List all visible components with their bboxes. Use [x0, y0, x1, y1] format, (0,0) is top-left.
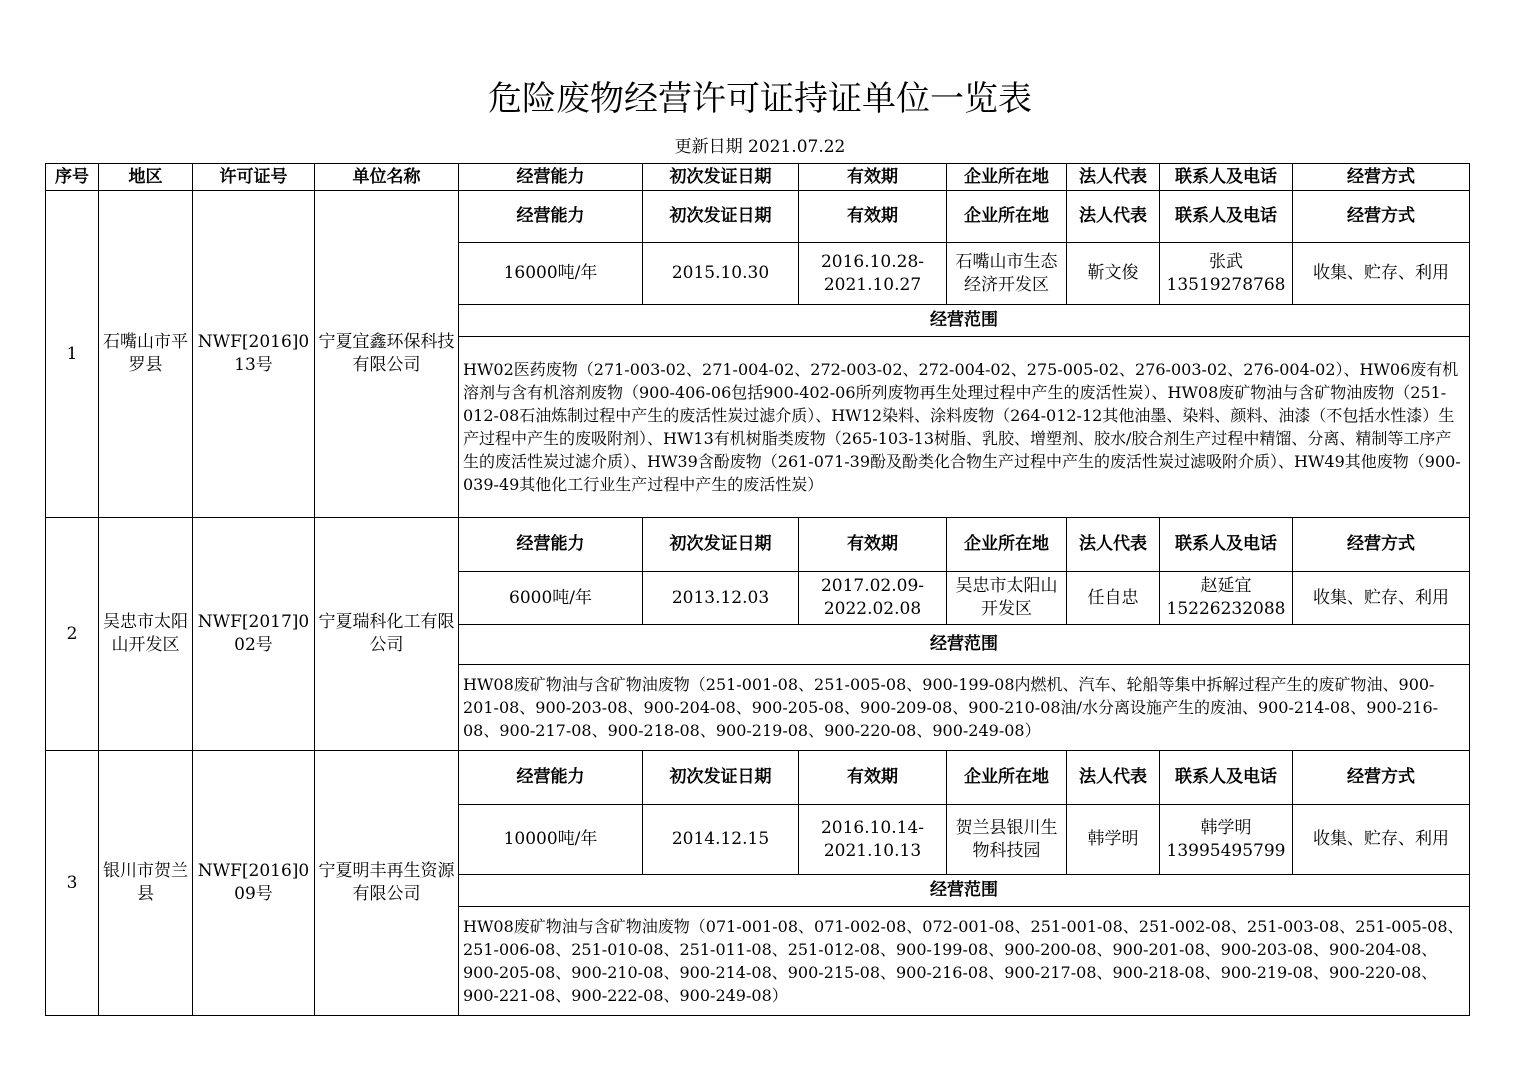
record-2-sub-first-date: 初次发证日期	[643, 518, 799, 572]
record-2-license	[193, 518, 315, 751]
record-2-seq: 2	[46, 518, 99, 751]
header-seq: 序号	[46, 164, 99, 191]
record-2-mode: 收集、贮存、利用	[1293, 572, 1470, 625]
record-1-capacity: 16000吨/年	[459, 243, 643, 305]
record-1-scope-label: 经营范围	[459, 305, 1470, 337]
record-3-subheader	[46, 751, 1470, 805]
record-1-sub-contact: 联系人及电话	[1160, 191, 1293, 243]
record-2-scope: HW08废矿物油与含矿物油废物（251-001-08、251-005-08、900-199-08内燃机、汽车、轮船等集中拆解过程产生的废矿物油、900-201-08、900-203-08、900-204-08、900-205-08、900-209-08、900-210-08油/水分离设施产生的废油、900-214-08、900-216-08、900-217-08、900-218-08、900-219-08、900-220-08、900-249-08）	[459, 665, 1470, 751]
record-1-sub-legal-rep: 法人代表	[1067, 191, 1160, 243]
record-3-sub-location: 企业所在地	[947, 751, 1067, 805]
record-1-region: 石嘴山市平罗县	[99, 191, 193, 518]
record-2-contact-phone: 15226232088	[1166, 599, 1286, 619]
record-1-sub-capacity: 经营能力	[459, 191, 643, 243]
record-1-validity: 2016.10.28-2021.10.27	[799, 243, 947, 305]
header-region: 地区	[99, 164, 193, 191]
license-table	[45, 163, 1470, 1016]
record-1-location: 石嘴山市生态经济开发区	[947, 243, 1067, 305]
record-3-scope: HW08废矿物油与含矿物油废物（071-001-08、071-002-08、072-001-08、251-001-08、251-002-08、251-003-08、251-005-08、251-006-08、251-010-08、251-011-08、251-012-08、900-199-08、900-200-08、900-201-08、900-203-08、900-204-08、900-205-08、900-210-08、900-214-08、900-215-08、900-216-08、900-217-08、900-218-08、900-219-08、900-220-08、900-221-08、900-222-08、900-249-08）	[459, 907, 1470, 1016]
record-3-first-date: 2014.12.15	[643, 805, 799, 875]
header-first-date: 初次发证日期	[643, 164, 799, 191]
record-1-contact-name: 张武	[1209, 251, 1243, 272]
record-3-contact-name: 韩学明	[1200, 817, 1252, 838]
record-3-sub-legal-rep: 法人代表	[1067, 751, 1160, 805]
record-2-legal-rep: 任自忠	[1067, 572, 1160, 625]
header-legal-rep: 法人代表	[1067, 164, 1160, 191]
record-2-sub-capacity: 经营能力	[459, 518, 643, 572]
record-2-sub-mode: 经营方式	[1293, 518, 1470, 572]
record-3-sub-contact: 联系人及电话	[1160, 751, 1293, 805]
record-3-sub-validity: 有效期	[799, 751, 947, 805]
record-2-capacity: 6000吨/年	[459, 572, 643, 625]
record-1-sub-validity: 有效期	[799, 191, 947, 243]
record-1-seq: 1	[46, 191, 99, 518]
record-2-sub-validity: 有效期	[799, 518, 947, 572]
record-3-license-text: NWF[2016]009号	[197, 861, 310, 904]
record-3-contact-phone: 13995495799	[1166, 840, 1286, 861]
table-header-row	[46, 164, 1470, 191]
update-date: 更新日期 2021.07.22	[674, 137, 846, 157]
record-3-unit: 宁夏明丰再生资源有限公司	[315, 751, 459, 1016]
record-2-subheader	[46, 518, 1470, 572]
record-3-sub-first-date: 初次发证日期	[643, 751, 799, 805]
record-3-location: 贺兰县银川生物科技园	[947, 805, 1067, 875]
record-2-first-date: 2013.12.03	[643, 572, 799, 625]
record-1-unit: 宁夏宜鑫环保科技有限公司	[315, 191, 459, 518]
record-1-sub-first-date: 初次发证日期	[643, 191, 799, 243]
record-1-contact	[1160, 243, 1293, 305]
record-3-sub-mode: 经营方式	[1293, 751, 1470, 805]
header-mode: 经营方式	[1293, 164, 1470, 191]
record-2-sub-legal-rep: 法人代表	[1067, 518, 1160, 572]
record-3-contact	[1160, 805, 1293, 875]
record-2-sub-location: 企业所在地	[947, 518, 1067, 572]
record-1-license	[193, 191, 315, 518]
header-capacity: 经营能力	[459, 164, 643, 191]
record-3-validity: 2016.10.14-2021.10.13	[799, 805, 947, 875]
header-contact: 联系人及电话	[1160, 164, 1293, 191]
record-2-sub-contact: 联系人及电话	[1160, 518, 1293, 572]
record-1-mode: 收集、贮存、利用	[1293, 243, 1470, 305]
record-2-contact	[1160, 572, 1293, 625]
record-2-license-text: NWF[2017]002号	[197, 612, 310, 655]
record-2-contact-name: 赵延宜	[1200, 576, 1252, 596]
record-1-sub-location: 企业所在地	[947, 191, 1067, 243]
record-3-mode: 收集、贮存、利用	[1293, 805, 1470, 875]
record-3-region: 银川市贺兰县	[99, 751, 193, 1016]
record-2-region: 吴忠市太阳山开发区	[99, 518, 193, 751]
header-unit: 单位名称	[315, 164, 459, 191]
record-3-capacity: 10000吨/年	[459, 805, 643, 875]
record-3-seq: 3	[46, 751, 99, 1016]
record-2-validity: 2017.02.09-2022.02.08	[799, 572, 947, 625]
record-2-unit: 宁夏瑞科化工有限公司	[315, 518, 459, 751]
record-1-scope: HW02医药废物（271-003-02、271-004-02、272-003-02、272-004-02、275-005-02、276-003-02、276-004-02）、HW06废有机溶剂与含有机溶剂废物（900-406-06包括900-402-06所列废物再生处理过程中产生的废活性炭）、HW08废矿物油与含矿物油废物（251-012-08石油炼制过程中产生的废活性炭过滤介质）、HW12染料、涂料废物（264-012-12其他油墨、染料、颜料、油漆（不包括水性漆）生产过程中产生的废吸附剂）、HW13有机树脂类废物（265-103-13树脂、乳胶、增塑剂、胶水/胶合剂生产过程中精馏、分离、精制等工序产生的废活性炭过滤介质）、HW39含酚废物（261-071-39酚及酚类化合物生产过程中产生的废活性炭过滤吸附介质）、HW49其他废物（900-039-49其他化工行业生产过程中产生的废活性炭）	[459, 337, 1470, 518]
header-license: 许可证号	[193, 164, 315, 191]
record-2-scope-label: 经营范围	[459, 625, 1470, 665]
header-location: 企业所在地	[947, 164, 1067, 191]
record-1-legal-rep: 靳文俊	[1067, 243, 1160, 305]
record-1-subheader	[46, 191, 1470, 243]
record-1-contact-phone: 13519278768	[1166, 274, 1286, 295]
record-3-scope-label: 经营范围	[459, 875, 1470, 907]
record-1-first-date: 2015.10.30	[643, 243, 799, 305]
header-validity: 有效期	[799, 164, 947, 191]
record-3-legal-rep: 韩学明	[1067, 805, 1160, 875]
record-2-location: 吴忠市太阳山开发区	[947, 572, 1067, 625]
record-1-sub-mode: 经营方式	[1293, 191, 1470, 243]
record-1-license-text: NWF[2016]013号	[197, 332, 310, 375]
record-3-sub-capacity: 经营能力	[459, 751, 643, 805]
page-title: 危险废物经营许可证持证单位一览表	[488, 79, 1032, 119]
record-3-license	[193, 751, 315, 1016]
